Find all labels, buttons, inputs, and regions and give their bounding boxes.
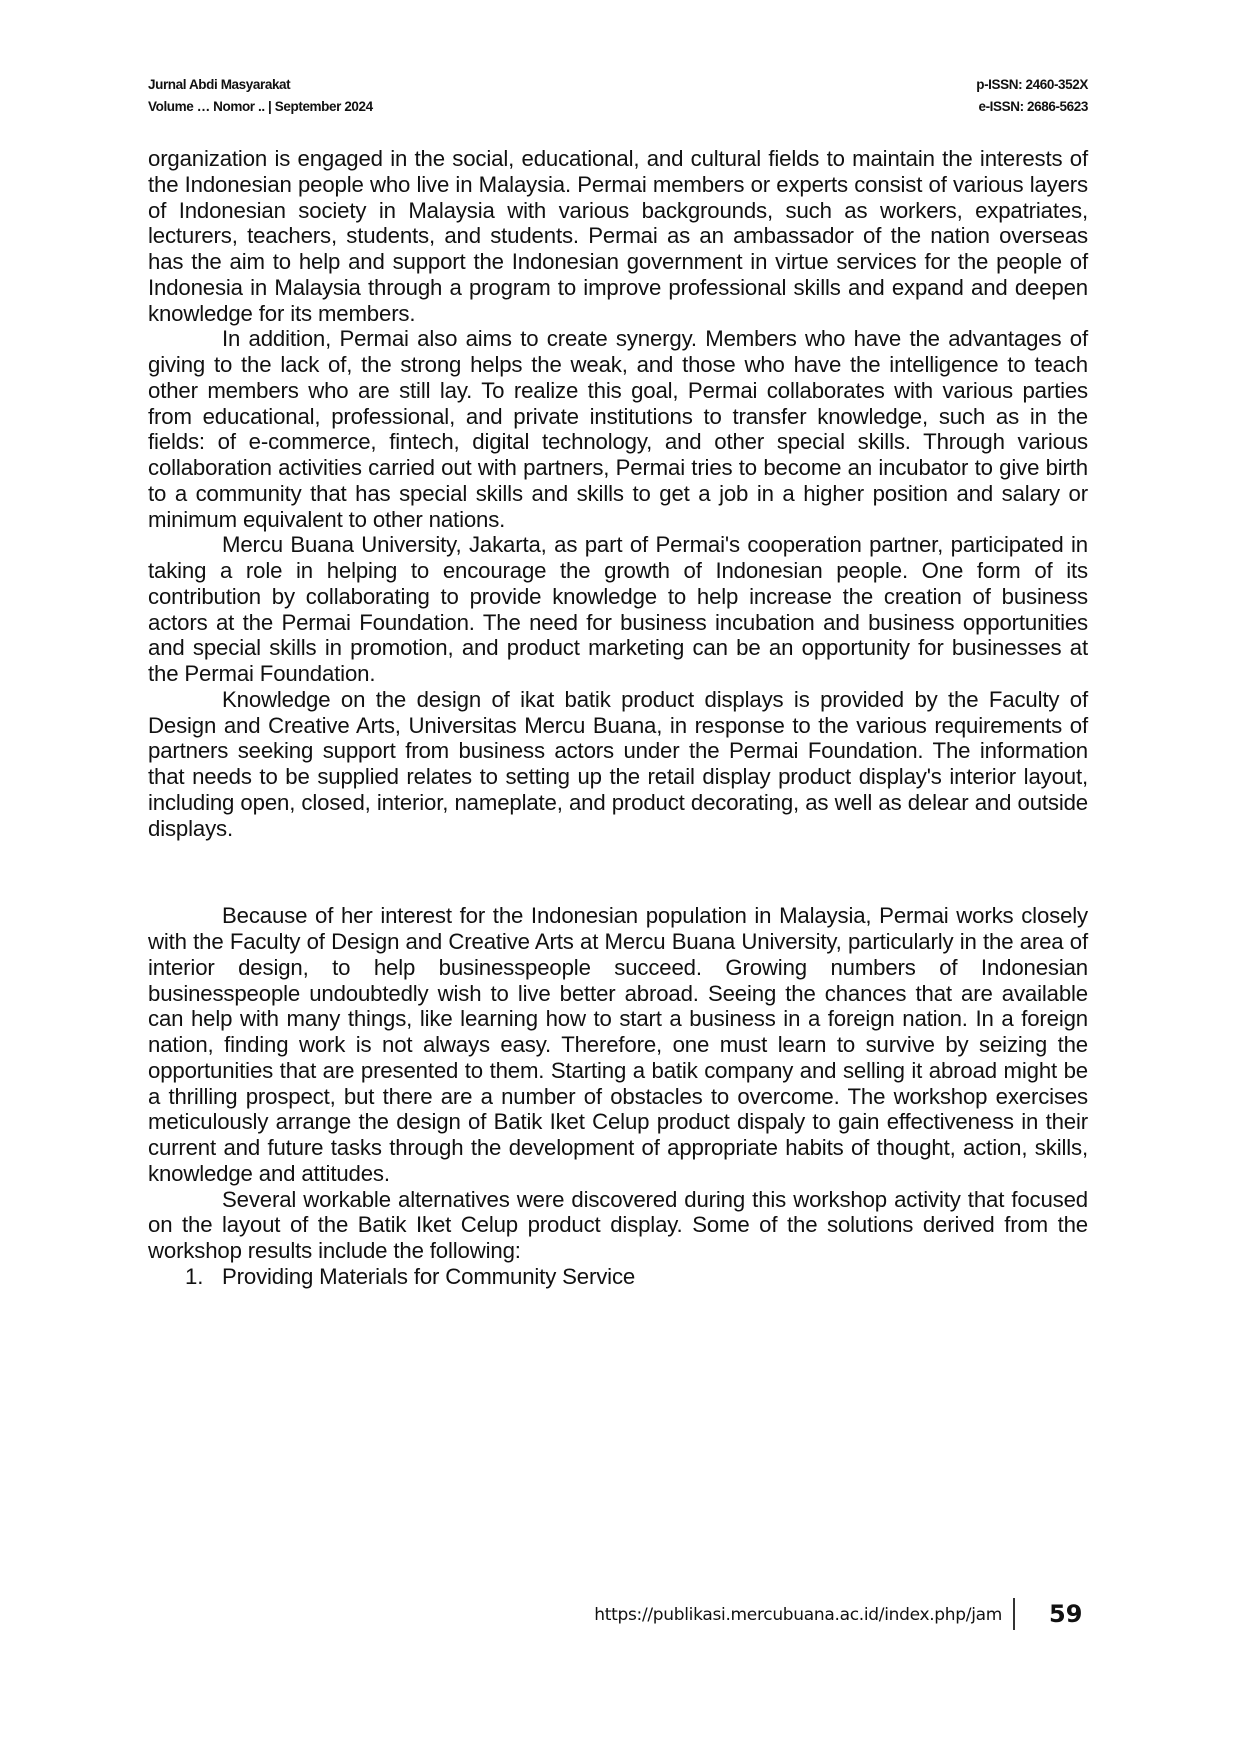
volume-issue: Volume … Nomor .. | September 2024 bbox=[148, 99, 373, 114]
page-number: 59 bbox=[1049, 1600, 1083, 1628]
paragraph: Knowledge on the design of ikat batik product displays is provided by the Faculty of Design and Creative Arts, Universitas Mercu Buana, in response to the various requirements of partners seeking support from business actors under the Permai Foundation. The information that needs to be supplied relates to setting up the retail display product display's interior layout, including open, closed, interior, nameplate, and product decorating, as well as delear and outside displays. bbox=[148, 686, 1088, 841]
p-issn: p-ISSN: 2460-352X bbox=[976, 77, 1088, 92]
paragraph: In addition, Permai also aims to create synergy. Members who have the advantages of giving to the lack of, the strong helps the weak, and those who have the intelligence to teach other members who are still lay. To realize this goal, Permai collaborates with various parties from educational, professional, and private institutions to transfer knowledge, such as in the fields: of e-commerce, fintech, digital technology, and other special skills. Through various collaboration activities carried out with partners, Permai tries to become an incubator to give birth to a community that has special skills and skills to get a job in a higher position and salary or minimum equivalent to other nations. bbox=[148, 326, 1088, 532]
paragraph-continued: organization is engaged in the social, educational, and cultural fields to maintain the interests of the Indonesian people who live in Malaysia. Permai members or experts consist of various layers of Indonesian society in Malaysia with various backgrounds, such as workers, expatriates, lecturers, teachers, students, and students. Permai as an ambassador of the nation overseas has the aim to help and support the Indonesian government in virtue services for the people of Indonesia in Malaysia through a program to improve professional skills and expand and deepen knowledge for its members. bbox=[148, 146, 1088, 326]
e-issn: e-ISSN: 2686-5623 bbox=[978, 99, 1088, 114]
paragraph: Because of her interest for the Indonesian population in Malaysia, Permai works closely with the Faculty of Design and Creative Arts at Mercu Buana University, particularly in the area of interior design, to help businesspeople succeed. Growing numbers of Indonesian businesspeople undoubtedly wish to live better abroad. Seeing the chances that are available can help with many things, like learning how to start a business in a foreign nation. In a foreign nation, finding work is not always easy. Therefore, one must learn to survive by seizing the opportunities that are presented to them. Starting a batik company and selling it abroad might be a thrilling prospect, but there are a number of obstacles to overcome. The workshop exercises meticulously arrange the design of Batik Iket Celup product dispaly to gain effectiveness in their current and future tasks through the development of appropriate habits of thought, action, skills, knowledge and attitudes. bbox=[148, 903, 1088, 1186]
list-item bbox=[148, 1264, 1088, 1290]
list-item-text: Providing Materials for Community Service bbox=[222, 1263, 636, 1289]
paragraph: Several workable alternatives were discovered during this workshop activity that focused on the layout of the Batik Iket Celup product display. Some of the solutions derived from the workshop results include the following: bbox=[148, 1186, 1088, 1263]
list-item-number: 1. bbox=[185, 1263, 204, 1289]
body-text bbox=[148, 146, 1088, 1290]
header-left bbox=[148, 74, 373, 118]
page-footer bbox=[0, 1598, 1240, 1632]
journal-name: Jurnal Abdi Masyarakat bbox=[148, 77, 291, 92]
paragraph-gap bbox=[148, 841, 1088, 903]
footer-divider bbox=[1013, 1598, 1015, 1630]
paragraph: Mercu Buana University, Jakarta, as part of Permai's cooperation partner, participated in taking a role in helping to encourage the growth of Indonesian people. One form of its contribution by collaborating to provide knowledge to help increase the creation of business actors at the Permai Foundation. The need for business incubation and business opportunities and special skills in promotion, and product marketing can be an opportunity for businesses at the Permai Foundation. bbox=[148, 532, 1088, 686]
numbered-list bbox=[148, 1264, 1088, 1290]
journal-url-link[interactable]: https://publikasi.mercubuana.ac.id/index.php/jam bbox=[594, 1605, 1002, 1625]
header-right bbox=[976, 74, 1088, 118]
